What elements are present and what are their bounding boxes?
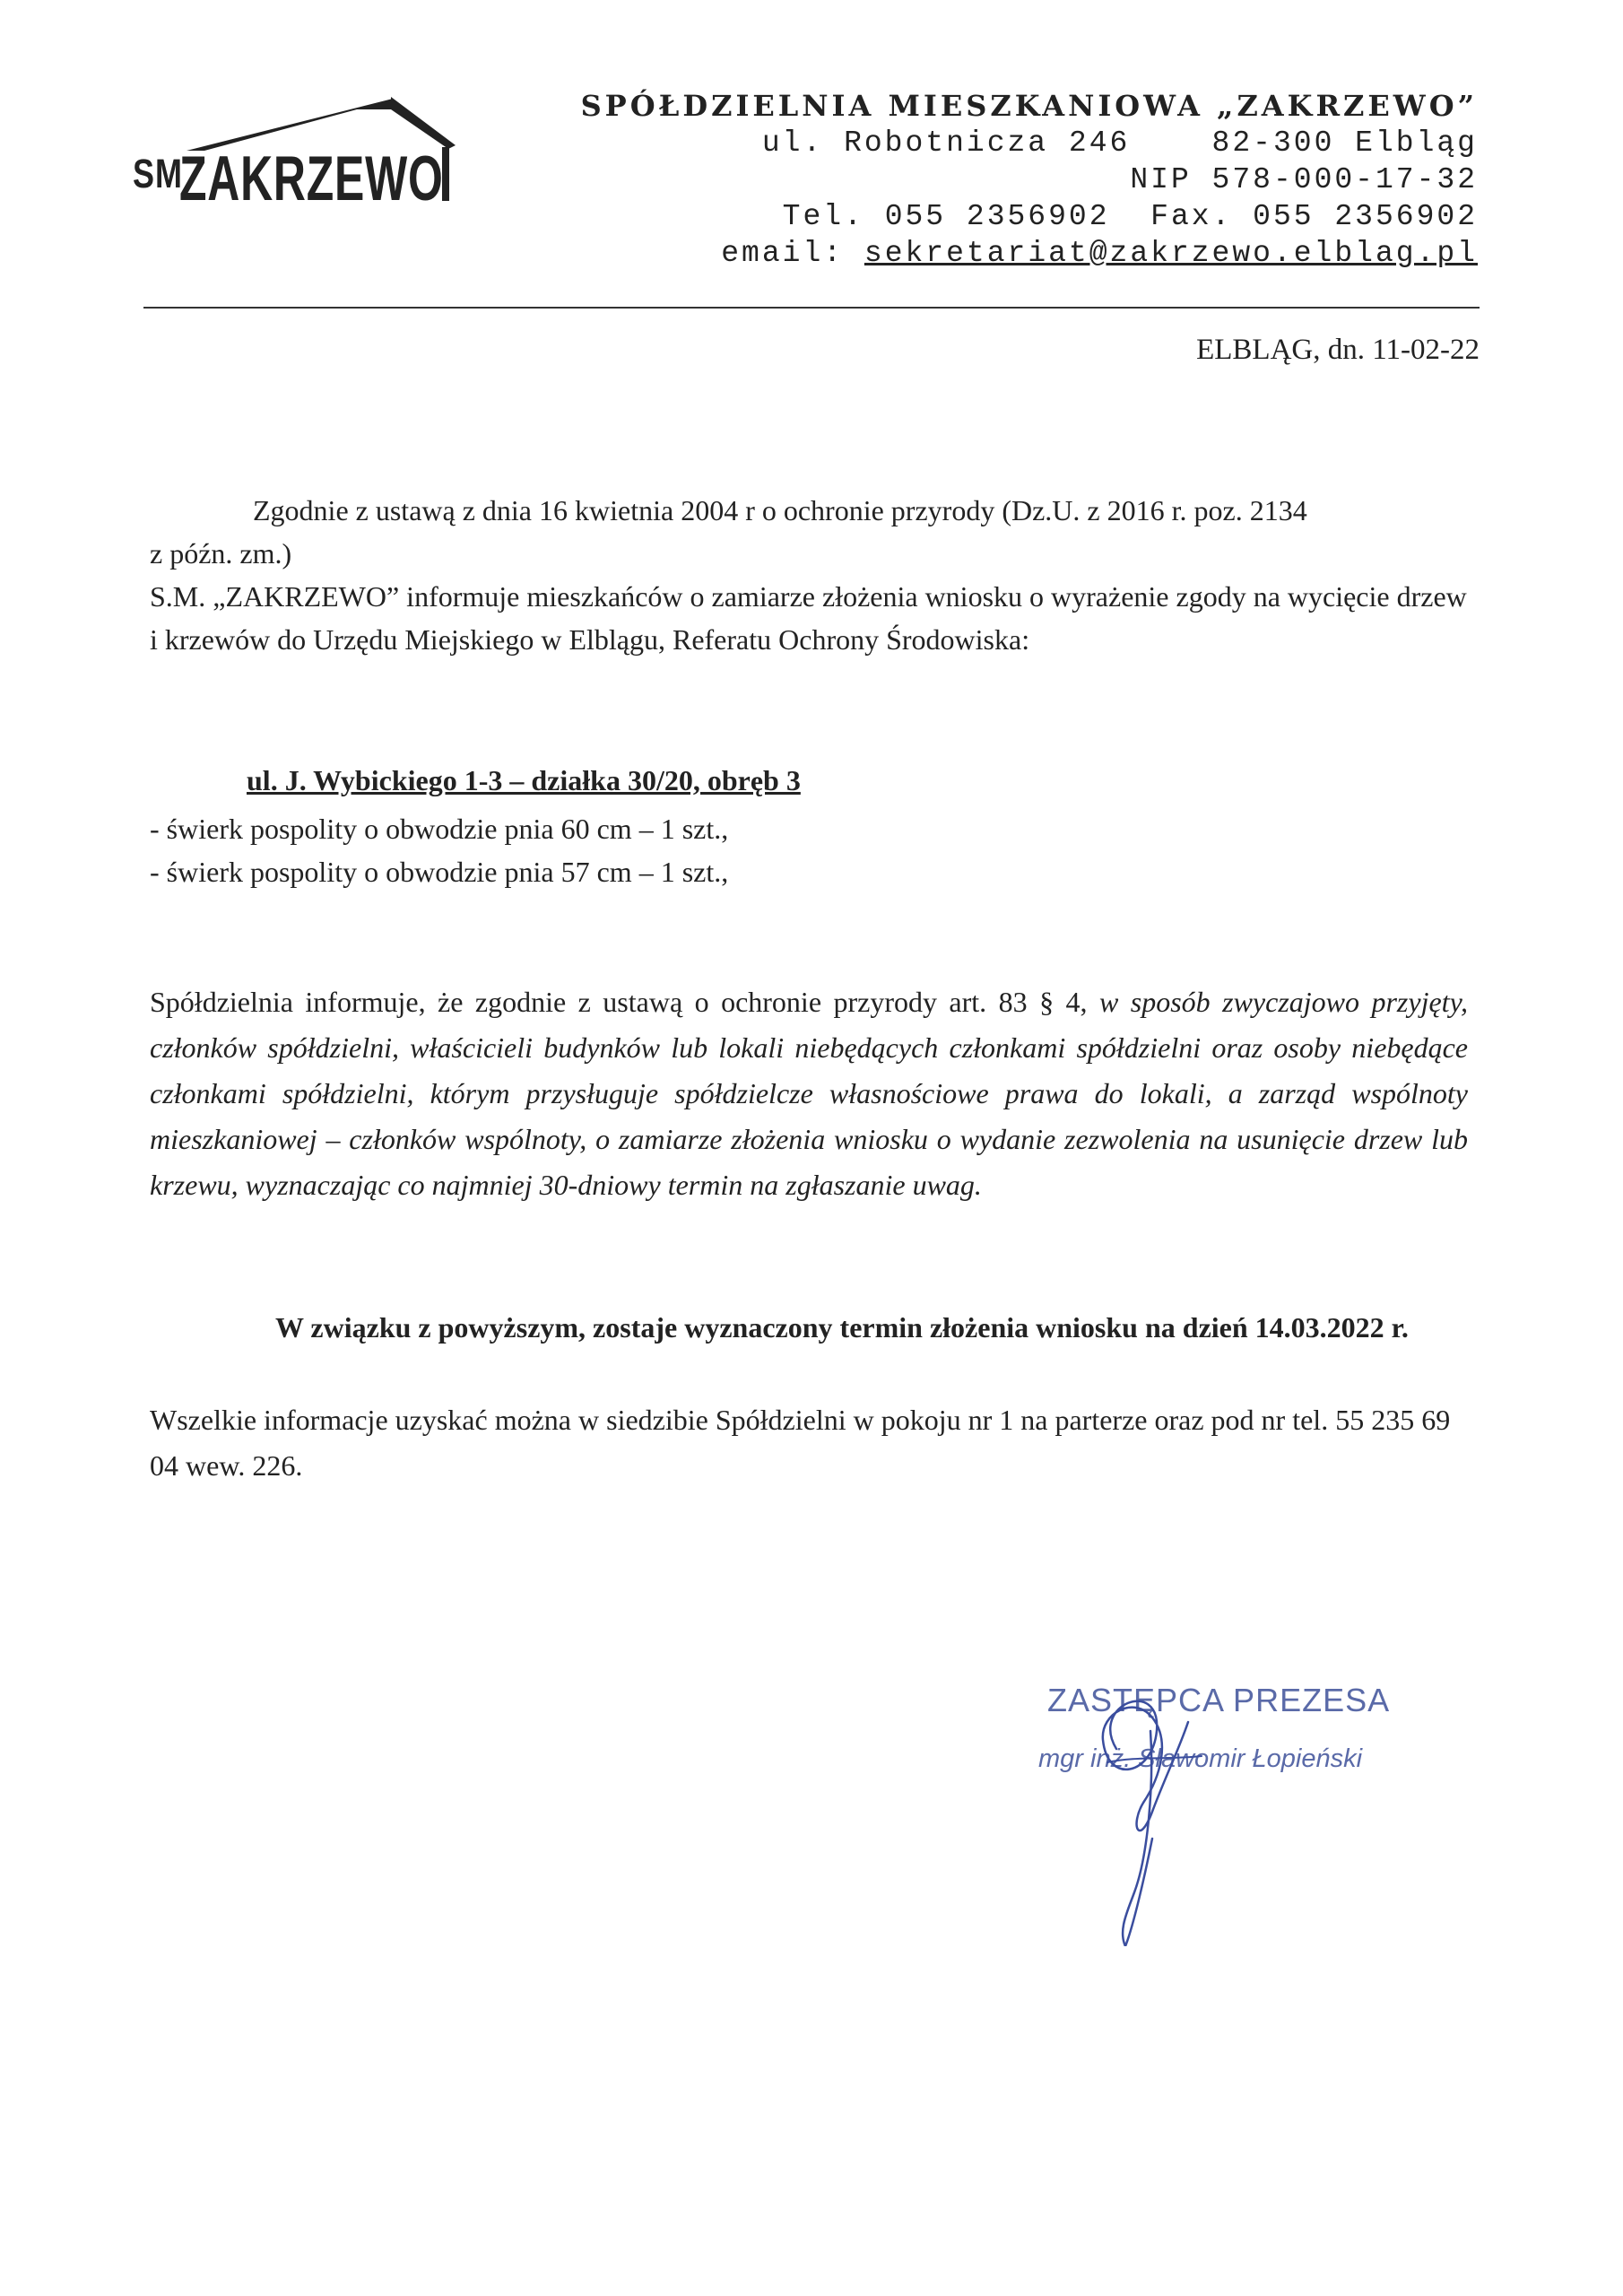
stamp-name: mgr inż. Sławomir Łopieński	[1038, 1744, 1363, 1773]
intro-line-3: S.M. „ZAKRZEWO” informuje mieszkańców o zamiarze złożenia wniosku o wyrażenie zgody na wycięcie drzew i krzewów do Urzędu Miejskiego w Elblągu, Referatu Ochrony Środowiska:	[150, 580, 1467, 656]
list-item: - świerk pospolity o obwodzie pnia 60 cm – 1 szt.,	[150, 813, 729, 845]
notice-lead: Spółdzielnia informuje, że zgodnie z ustawą o ochronie przyrody art. 83 § 4,	[150, 986, 1088, 1018]
logo-name: ZAKRZEWO	[179, 143, 444, 214]
intro-paragraph	[150, 489, 1468, 661]
logo-prefix: SM	[133, 150, 183, 196]
street: ul. Robotnicza 246	[761, 126, 1131, 160]
header-divider	[143, 307, 1480, 309]
email-link[interactable]: sekretariat@zakrzewo.elblag.pl	[864, 237, 1478, 270]
phone-line	[581, 198, 1478, 235]
stamp-title: ZASTĘPCA PREZESA	[1047, 1682, 1391, 1718]
list-item: - świerk pospolity o obwodzie pnia 57 cm – 1 szt.,	[150, 856, 729, 888]
deadline-text: W związku z powyższym, zostaje wyznaczony termin złożenia wniosku na dzień 14.03.2022 r.	[275, 1311, 1409, 1344]
company-logo	[133, 90, 473, 214]
deadline-paragraph	[150, 1305, 1468, 1351]
handwritten-signature	[1054, 1677, 1251, 1946]
email-label: email:	[721, 237, 845, 270]
document-date: ELBLĄG, dn. 11-02-22	[1196, 334, 1480, 366]
tree-list	[150, 807, 728, 893]
contact-paragraph: Wszelkie informacje uzyskać można w siedzibie Spółdzielni w pokoju nr 1 na parterze oraz pod nr tel. 55 235 69 04 wew. 226.	[150, 1404, 1451, 1482]
notice-italic: w sposób zwyczajowo przyjęty, członków spółdzielni, właścicieli budynków lub lokali niebędących członkami spółdzielni oraz osoby niebędące członkami spółdzielni, którym przysługuje spółdzielcze własnościowe prawa do lokali, a zarząd wspólnoty mieszkaniowej – członków wspólnoty, o zamiarze złożenia wniosku o wydanie zezwolenia na usunięcie drzew lub krzewu, wyznaczając co najmniej 30-dniowy termin na zgłaszanie uwag.	[150, 986, 1469, 1201]
intro-line-2: z późn. zm.)	[150, 537, 292, 570]
letterhead	[581, 88, 1478, 272]
address-line	[581, 125, 1478, 161]
fax: Fax. 055 2356902	[1150, 200, 1478, 233]
intro-line-1: Zgodnie z ustawą z dnia 16 kwietnia 2004 r o ochronie przyrody (Dz.U. z 2016 r. poz. 2134	[253, 494, 1307, 526]
notice-paragraph	[150, 979, 1468, 1208]
telephone: Tel. 055 2356902	[782, 200, 1110, 233]
city: 82-300 Elbląg	[1211, 126, 1478, 160]
nip: NIP 578-000-17-32	[1130, 163, 1478, 196]
email-line	[581, 235, 1478, 272]
organization-name: SPÓŁDZIELNIA MIESZKANIOWA „ZAKRZEWO”	[580, 89, 1478, 123]
location-title: ul. J. Wybickiego 1-3 – działka 30/20, obręb 3	[247, 764, 801, 796]
